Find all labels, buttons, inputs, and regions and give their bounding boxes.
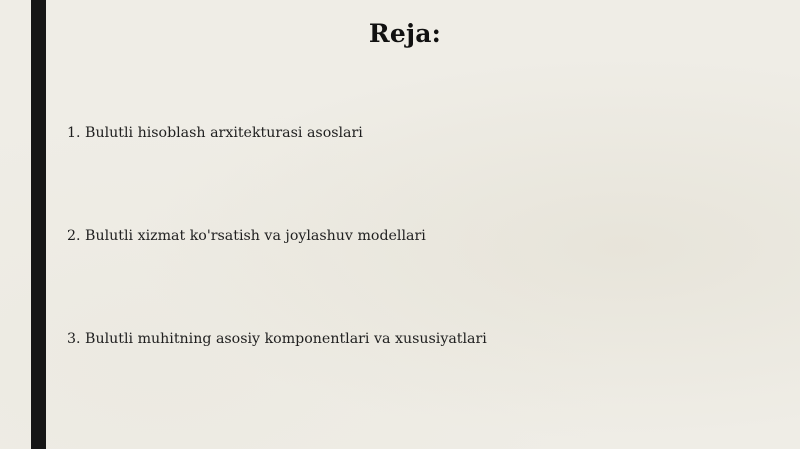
left-accent-bar <box>31 0 46 449</box>
list-item: 2. Bulutli xizmat ko'rsatish va joylashuv modellari <box>67 228 426 244</box>
slide-title: Reja: <box>368 19 442 48</box>
list-item: 1. Bulutli hisoblash arxitekturasi asoslari <box>67 125 363 141</box>
list-item: 3. Bulutli muhitning asosiy komponentlari va xususiyatlari <box>67 331 487 347</box>
